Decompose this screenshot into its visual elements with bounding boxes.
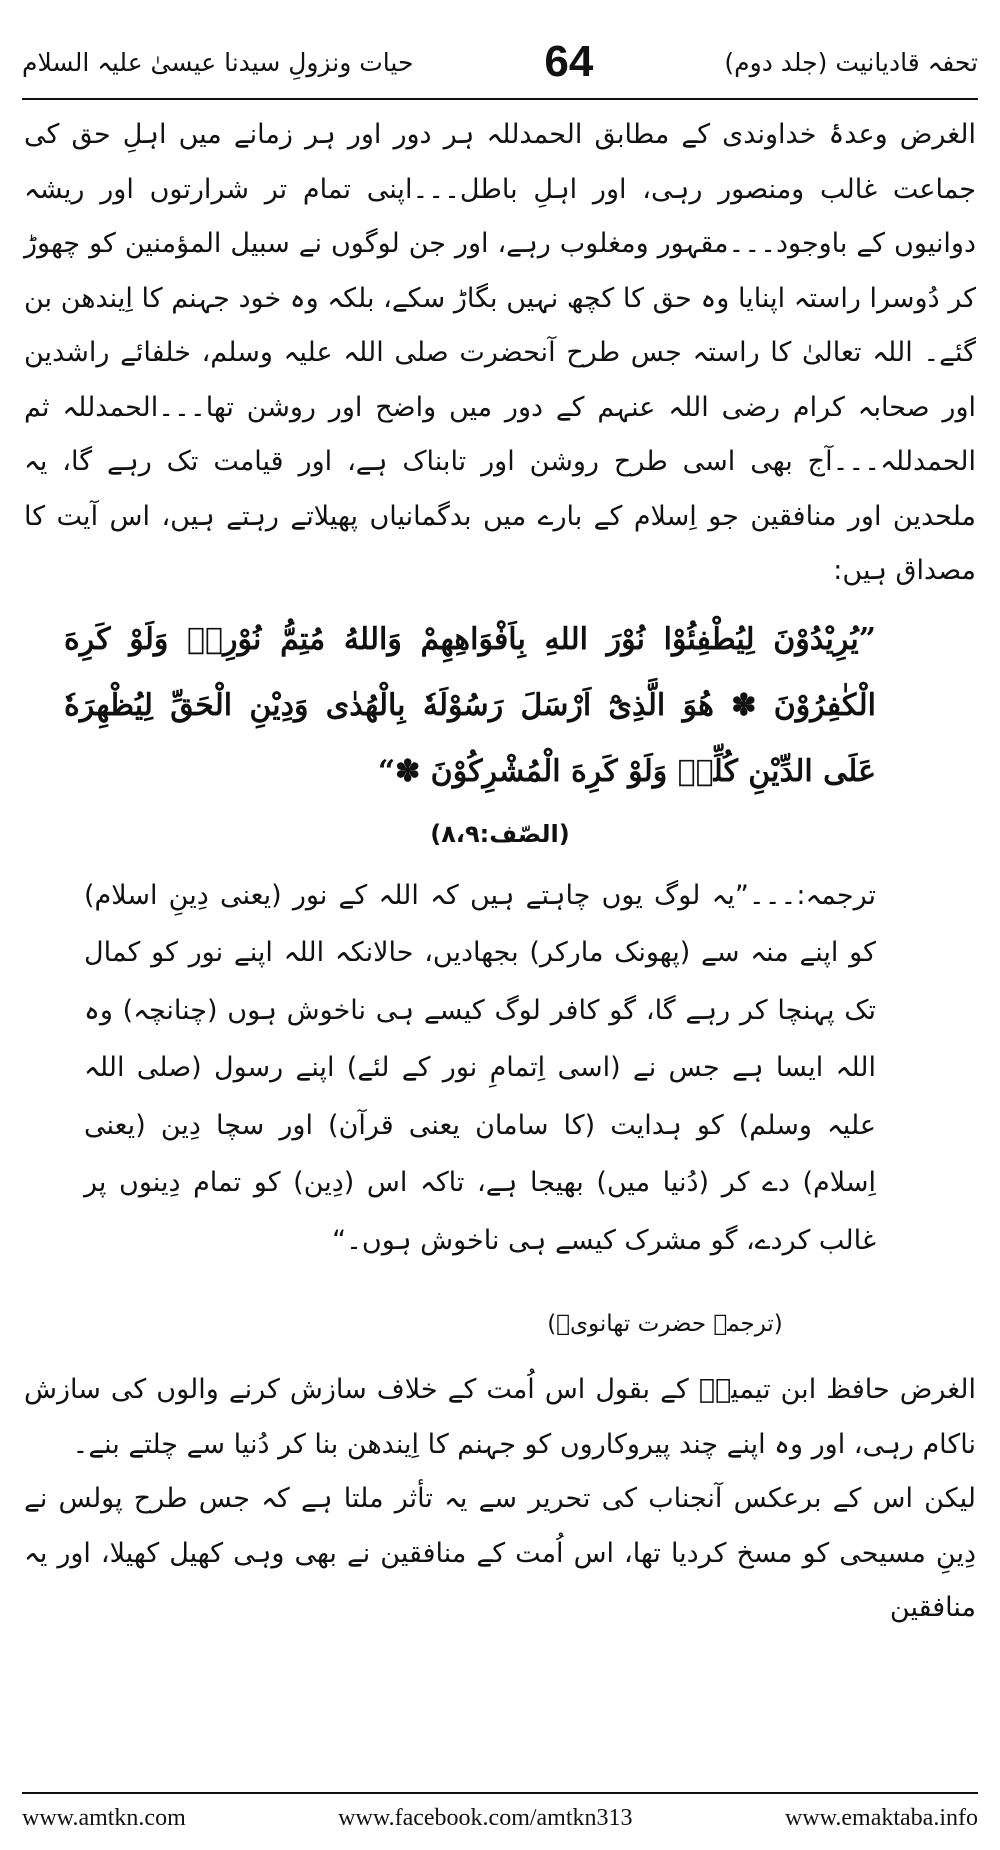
footer-link-emaktaba[interactable]: www.emaktaba.info <box>784 1804 978 1831</box>
verse-reference: (الصّف:۸،۹) <box>430 819 570 848</box>
footer-link-facebook[interactable]: www.facebook.com/amtkn313 <box>338 1804 633 1831</box>
paragraph-3: لیکن اس کے برعکس آنجناب کی تحریر سے یہ تأثر ملتا ہے کہ جس طرح پولس نے دِینِ مسیحی کو مسخ کردیا تھا، اس اُمت کے منافقین نے بھی وہی کھیل کھیلا، اور یہ منافقین <box>24 1483 976 1623</box>
chapter-title: حیات ونزولِ سیدنا عیسیٰ علیہ السلام <box>22 47 414 77</box>
verse-translation: ترجمہ:۔۔۔”یہ لوگ یوں چاہتے ہیں کہ اللہ کے نور (یعنی دِینِ اسلام) کو اپنے منہ سے (پھونک مارکر) بجھادیں، حالانکہ اللہ اپنے نور کو کمال تک پہنچا کر رہے گا، گو کافر لوگ کیسے ہی ناخوش ہوں (چنانچہ) وہ اللہ ایسا ہے جس نے (اسی اِتمامِ نور کے لئے) اپنے رسول (صلی اللہ علیہ وسلم) کو ہدایت (کا سامان یعنی قرآن) اور سچا دِین (یعنی اِسلام) دے کر (دُنیا میں) بھیجا ہے، تاکہ اس (دِین) کو تمام دِینوں پر غالب کردے، گو مشرک کیسے ہی ناخوش ہوں۔“ <box>84 879 876 1256</box>
quran-verse: ”یُرِیْدُوْنَ لِیُطْفِئُوْا نُوْرَ اللهِ بِاَفْوَاهِهِمْ وَاللهُ مُتِمُّ نُوْرِهٖ وَلَوْ كَرِهَ الْكٰفِرُوْنَ ✽ هُوَ الَّذِیْٓ اَرْسَلَ رَسُوْلَهٗ بِالْهُدٰى وَدِیْنِ الْحَقِّ لِیُظْهِرَهٗ عَلَى الدِّیْنِ كُلِّهٖ وَلَوْ كَرِهَ الْمُشْرِكُوْنَ ✽“ <box>64 621 876 789</box>
header-divider <box>22 98 978 100</box>
page-footer <box>22 1798 978 1838</box>
page-content <box>24 108 976 1636</box>
translator-note: (ترجمہ حضرت تھانویؒ) <box>547 1311 783 1337</box>
book-title: تحفہ قادیانیت (جلد دوم) <box>724 47 978 77</box>
footer-divider <box>22 1792 978 1794</box>
page-number: 64 <box>544 37 594 86</box>
footer-link-amtkn[interactable]: www.amtkn.com <box>22 1804 186 1831</box>
paragraph-2: الغرض حافظ ابن تیمیہؒ کے بقول اس اُمت کے خلاف سازش کرنے والوں کی سازش ناکام رہی، اور وہ اپنے چند پیروکاروں کو جہنم کا اِیندھن بنا کر دُنیا سے چلتے بنے۔ <box>24 1374 976 1460</box>
paragraph-1: الغرض وعدۂ خداوندی کے مطابق الحمدللہ ہر دور اور ہر زمانے میں اہلِ حق کی جماعت غالب ومنصور رہی، اور اہلِ باطل۔۔۔اپنی تمام تر شرارتوں اور ریشہ دوانیوں کے باوجود۔۔۔مقہور ومغلوب رہے، اور جن لوگوں نے سبیل المؤمنین کو چھوڑ کر دُوسرا راستہ اپنایا وہ حق کا کچھ نہیں بگاڑ سکے، بلکہ وہ خود جہنم کا اِیندھن بن گئے۔ اللہ تعالیٰ کا راستہ جس طرح آنحضرت صلی اللہ علیہ وسلم، خلفائے راشدین اور صحابہ کرام رضی اللہ عنہم کے دور میں واضح اور روشن تھا۔۔۔الحمدللہ ثم الحمدللہ۔۔۔آج بھی اسی طرح روشن اور تابناک ہے، اور قیامت تک رہے گا، یہ ملحدین اور منافقین جو اِسلام کے بارے میں بدگمانیاں پھیلاتے رہتے ہیں، اس آیت کا مصداق ہیں: <box>24 119 976 586</box>
page-header <box>22 30 978 94</box>
